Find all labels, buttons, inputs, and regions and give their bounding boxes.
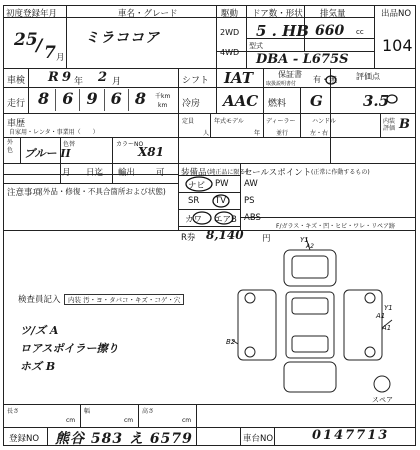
lot-label: 出品NO (381, 9, 412, 19)
displacement-value: 660 (315, 23, 345, 39)
cc-unit: cc (356, 28, 364, 36)
auction-sheet: 初度登録年月 車名・グレード 駆動 ドア数・形状 排気量 出品NO 104 25 / 7 月 ミラココア 2WD 4WD 5 . HB 660 cc 型式 DBA - L675S 車検 R 9 年 2 月 シフト IAT 保証書 取扱説明書付 有・無 評価点 3.5 走行 8 6 9 6 8 千km km 冷房 AAC 燃料 G 車歴 自家用・レンタ・事業用（ ） 定員 人 年式モデル 年 ディーラー 並行 ハンドル 左・右 内装評価 B 外色 ブルー II 色替 カラーNO X81 月 日迄 輸出 可 注意事項 (外品・修復・不具合箇所および状態) 装備品 (純正品に限る) ナビ PW AW SR TV PS カワ エアB ABS R券 8,140 円 セールスポイント (正常に作動するもの) F/ガラス・キズ・凹・ヒビ・ワレ・リペア跡 検査員記入 内装 汚・ヨ・タバコ・キズ・コゲ・穴 ツ/ズ A ロアスポイラー擦り ホズ B Y1 A2 A1 B2 A1 Y1 スペア 長さ cm 幅 cm 高さ cm 登録NO 熊谷 583 え 6579 車台NO 0147713 (0, 0, 420, 450)
equip-aw: AW (244, 179, 258, 189)
door-shape-value: 5 . HB (256, 22, 309, 40)
model-value: DBA - L675S (256, 52, 349, 67)
handle-value: 左・右 (310, 130, 329, 137)
score-value: 3.5 (363, 92, 390, 110)
height-label: 高さ (142, 408, 155, 415)
exterior-color-label: 外色 (7, 139, 14, 154)
notes-day-unit: 日迄 (86, 168, 104, 178)
interior-value: B (399, 117, 410, 132)
shaken-year-unit: 年 (74, 77, 84, 87)
warranty-label: 保証書 (278, 70, 302, 79)
first-reg-label: 初度登録年月 (6, 9, 58, 19)
score-label: 評価点 (356, 72, 380, 81)
fuel-value: G (310, 92, 323, 110)
mileage-digit: 6 (105, 89, 129, 111)
colorno-value: X81 (138, 145, 165, 159)
parts-list: F/ガラス・キズ・凹・ヒビ・ワレ・リペア跡 (276, 223, 396, 230)
inspector-label: 検査員記入 (18, 295, 61, 305)
inspector-line: ホズ B (20, 360, 56, 373)
ac-label: 冷房 (182, 99, 201, 109)
handle-label: ハンドル (312, 118, 337, 125)
exterior-color-value: ブルー II (24, 147, 71, 160)
shaken-month: 2 (98, 70, 108, 85)
plate-label: 登録NO (9, 434, 40, 444)
spare-label: スペア (372, 396, 393, 404)
warranty-sub: 取扱説明書付 (266, 81, 297, 87)
warranty-options: 有・無 (313, 75, 337, 84)
chassis-label: 車台NO (243, 434, 274, 444)
color-change-label: 色替 (63, 141, 76, 148)
ac-value: AAC (223, 92, 259, 110)
fuel-label: 燃料 (268, 99, 287, 109)
diagram-mark: A2 (306, 243, 314, 250)
equip-leather: カワ (185, 215, 203, 225)
lot-number: 104 (382, 36, 413, 55)
capacity-unit: 人 (203, 130, 210, 137)
dealer-value: 並行 (276, 130, 289, 137)
mileage-unit-bottom: km (158, 102, 168, 109)
equip-abs: ABS (244, 213, 261, 223)
capacity-label: 定員 (182, 118, 195, 125)
model-year-label: 年式モデル (214, 118, 244, 125)
mileage-digit: 8 (32, 89, 56, 111)
equip-tv: TV (215, 196, 227, 206)
drive-label: 駆動 (221, 9, 239, 19)
colorno-label: カラーNO (116, 141, 144, 148)
inspector-line: ツ/ズ A (20, 324, 59, 337)
shift-value: IAT (224, 69, 253, 87)
plate-value: 熊谷 583 え 6579 (55, 431, 193, 447)
recycle-unit: 円 (262, 234, 271, 244)
drive-2wd: 2WD (220, 28, 240, 37)
shaken-year: 9 (62, 70, 72, 85)
mileage-digits (32, 89, 152, 111)
mileage-digit: 6 (56, 89, 80, 111)
length-label: 長さ (7, 408, 20, 415)
equip-pw: PW (215, 179, 229, 189)
sales-point-note: (正常に作動するもの) (311, 169, 370, 176)
equipment-label: 装備品 (181, 168, 207, 178)
notes-cancel2: 可 (156, 168, 165, 178)
recycle-label: R券 (181, 233, 196, 243)
notes-title: 注意事項 (7, 188, 42, 198)
mileage-label: 走行 (7, 99, 26, 109)
history-label: 車歴 (7, 119, 26, 129)
width-unit: cm (124, 417, 134, 424)
drive-4wd: 4WD (220, 48, 240, 57)
notes-cancel: 輸出 (118, 168, 136, 178)
diagram-mark: Y1 (300, 236, 309, 244)
equip-navi: ナビ (188, 181, 206, 191)
shaken-month-unit: 月 (112, 77, 122, 87)
model-year-unit: 年 (254, 130, 261, 137)
history-sub: 自家用・レンタ・事業用（ ） (9, 129, 99, 136)
diagram-mark: A1 (382, 324, 392, 332)
model-label: 型式 (249, 42, 263, 50)
notes-note: (外品・修復・不具合箇所および状態) (40, 187, 166, 196)
first-reg-year: 25 (14, 30, 38, 50)
equip-airbag: エアB (214, 215, 237, 225)
car-name-label: 車名・グレード (118, 9, 178, 19)
car-damage-diagram (226, 236, 402, 404)
dealer-label: ディーラー (266, 118, 296, 125)
recycle-value: 8,140 (206, 228, 244, 242)
shaken-era: R (48, 70, 59, 85)
mileage-unit-top: 千km (155, 93, 171, 100)
notes-month-unit: 月 (62, 168, 71, 178)
shift-label: シフト (182, 76, 210, 86)
shaken-label: 車検 (7, 76, 26, 86)
equipment-note: (純正品に限る) (207, 169, 248, 176)
width-label: 幅 (84, 408, 91, 415)
first-reg-month: 7 (44, 43, 56, 63)
sales-point-label: セールスポイント (244, 168, 312, 178)
equip-ps: PS (244, 196, 255, 206)
inspector-line: ロアスポイラー擦り (20, 342, 119, 355)
door-shape-label: ドア数・形状 (252, 9, 303, 19)
displacement-label: 排気量 (320, 9, 346, 19)
equip-sr: SR (188, 196, 200, 206)
inspector-items: 内装 汚・ヨ・タバコ・キズ・コゲ・穴 (64, 294, 184, 305)
car-name-value: ミラココア (85, 30, 160, 46)
interior-label: 内装評価 (383, 118, 396, 132)
length-unit: cm (66, 417, 76, 424)
diagram-mark: B2 (226, 338, 236, 346)
chassis-value: 0147713 (312, 428, 390, 443)
height-unit: cm (182, 417, 192, 424)
mileage-digit: 9 (80, 89, 104, 111)
first-reg-month-unit: 月 (56, 53, 65, 63)
diagram-mark: A1 (376, 312, 386, 320)
mileage-digit: 8 (134, 89, 146, 108)
diagram-mark: Y1 (384, 304, 393, 312)
